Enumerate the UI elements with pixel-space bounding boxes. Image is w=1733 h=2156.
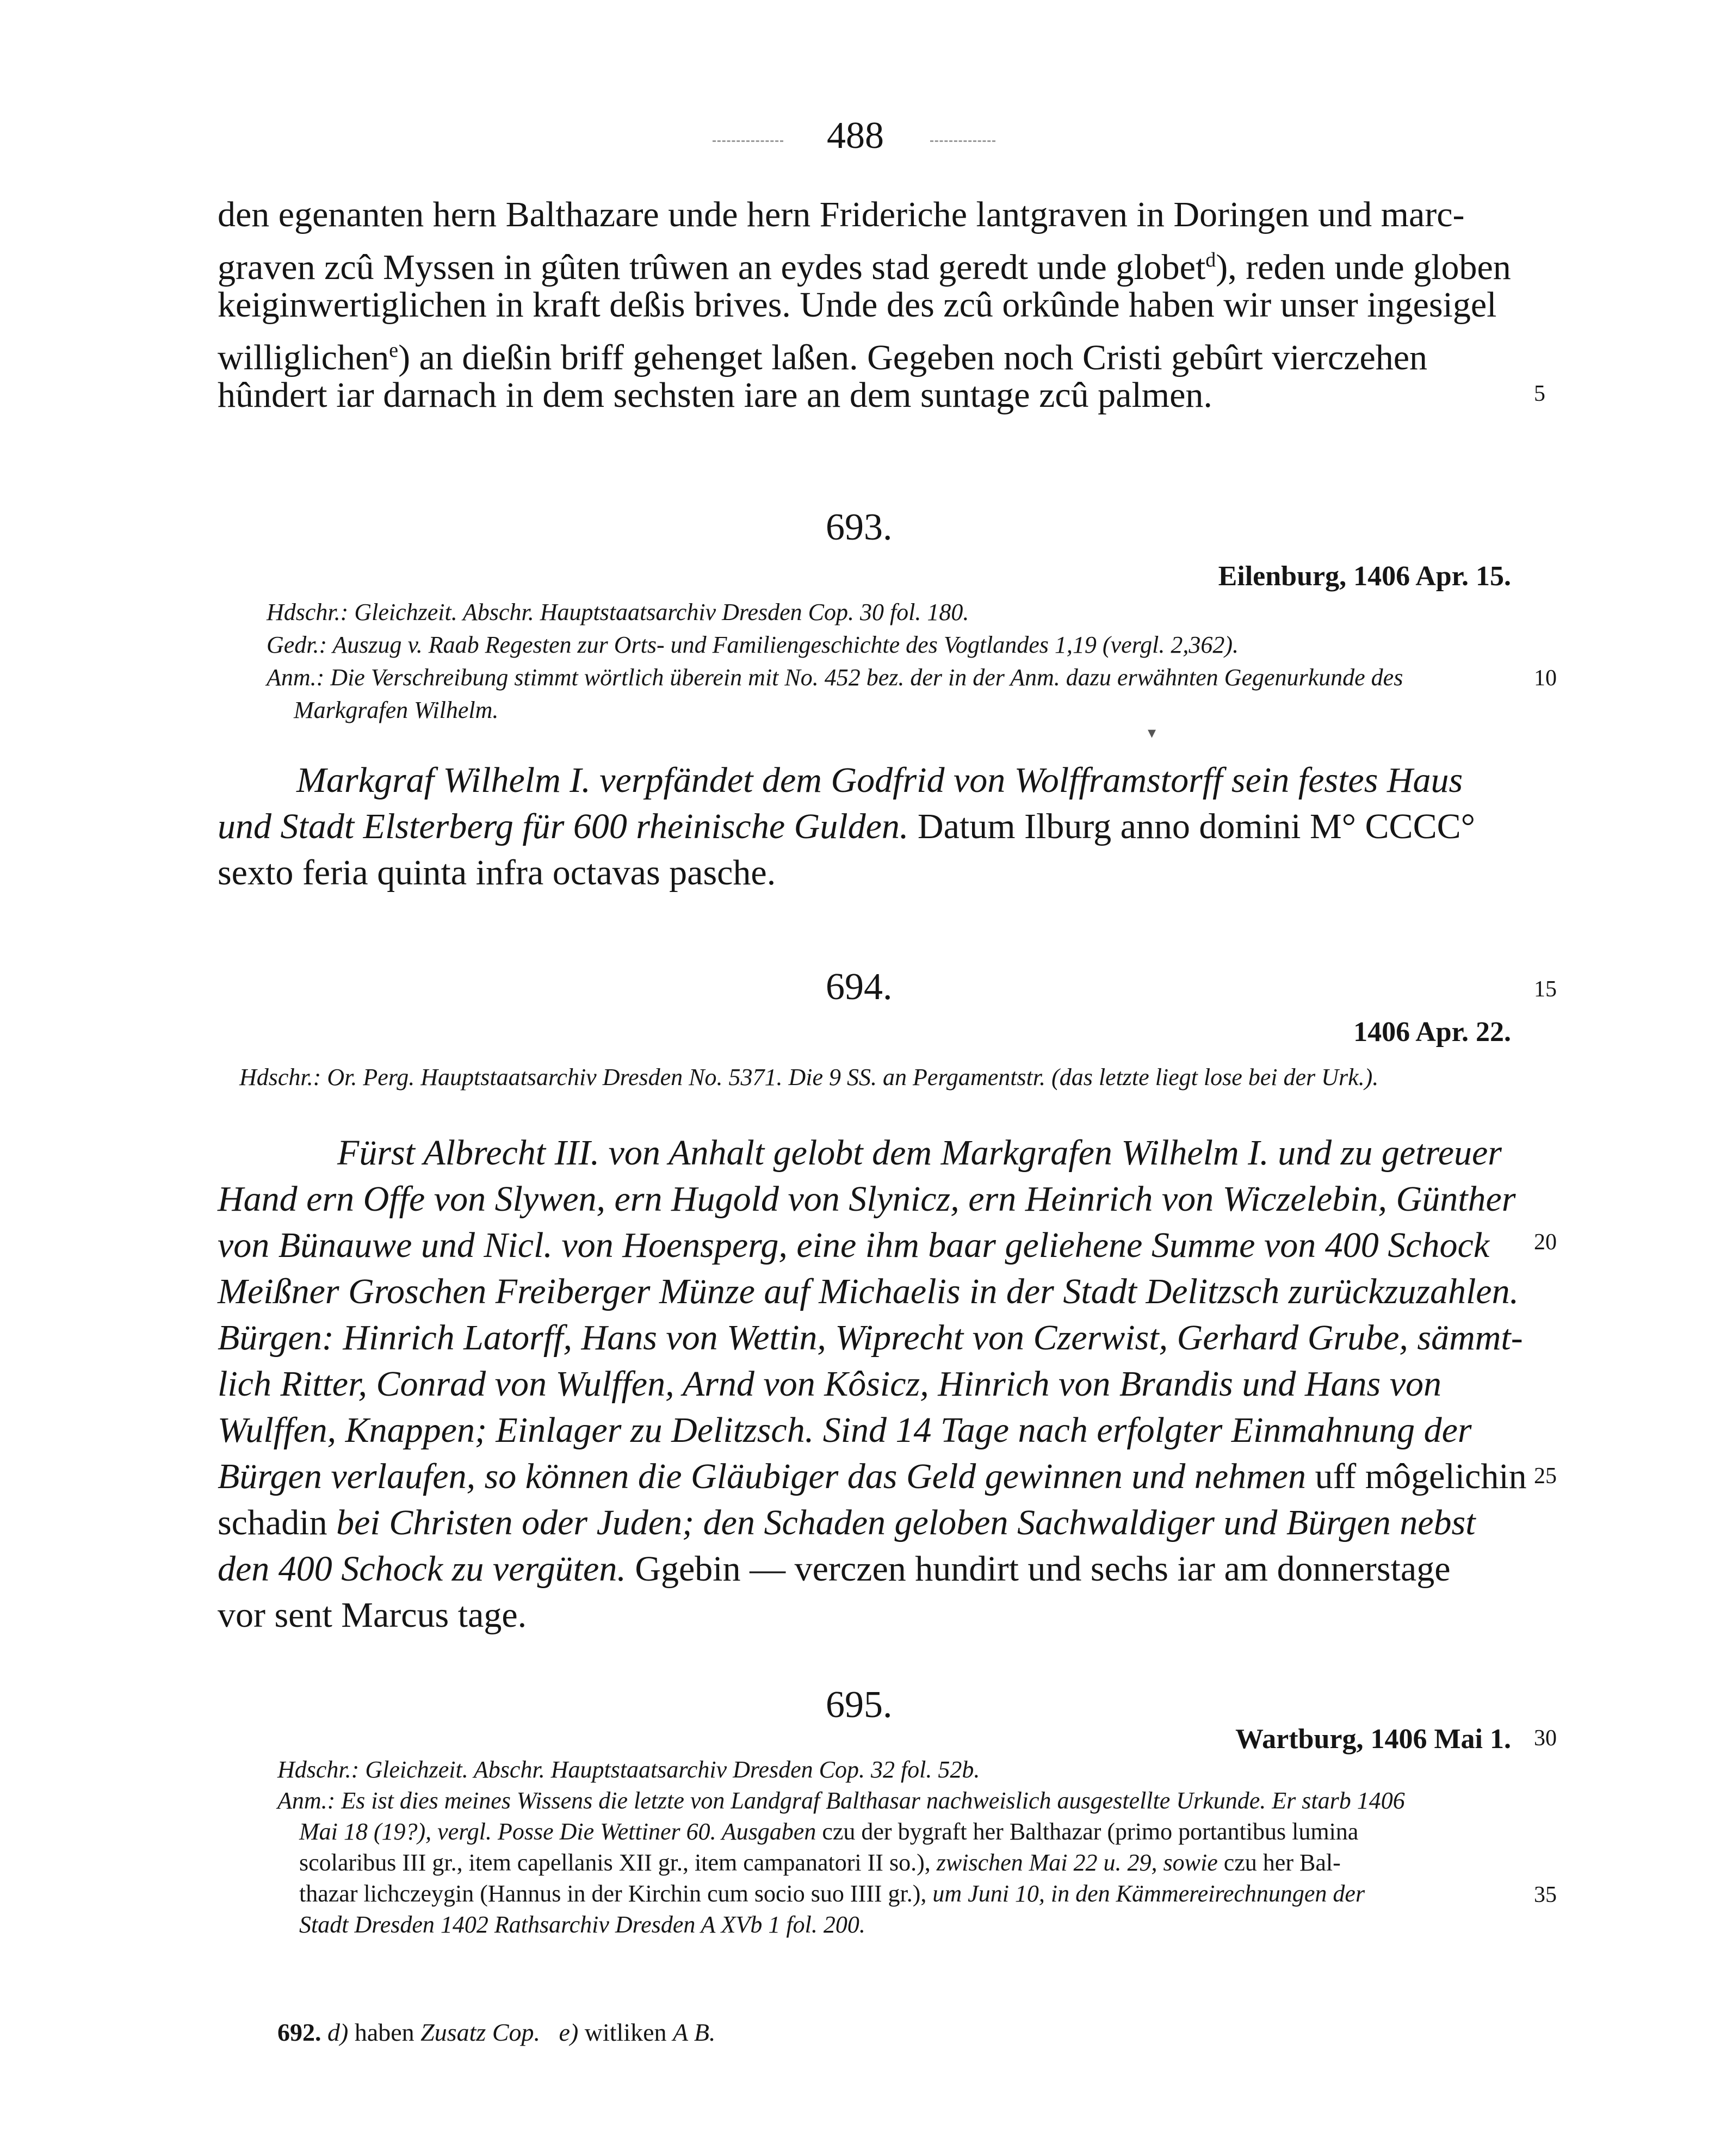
regest-line (218, 1455, 1527, 1498)
text-segment: A B. (673, 2018, 716, 2046)
line-number: 15 (1534, 977, 1557, 1002)
regest-line: Wulffen, Knappen; Einlager zu Delitzsch. Sind 14 Tage nach erfolgter Einmahnung der (218, 1410, 1472, 1450)
line-number: 20 (1534, 1230, 1557, 1255)
text-segment: schadin (218, 1503, 337, 1542)
regest-line: Bürgen: Hinrich Latorff, Hans von Wettin, Wiprecht von Czerwist, Gerhard Grube, sämmt- (218, 1318, 1523, 1358)
regest-line: vor sent Marcus tage. (218, 1595, 527, 1635)
text-segment: Mai 18 (19?), vergl. Posse Die Wettiner 60. Ausgaben (299, 1818, 816, 1845)
text-segment: graven zcû Myssen in gûten trûwen an eydes stad geredt unde globet (218, 247, 1206, 287)
apparatus-line: Stadt Dresden 1402 Rathsarchiv Dresden A XVb 1 fol. 200. (299, 1911, 865, 1938)
text-line (218, 329, 1427, 380)
text-line: keiginwertiglichen in kraft deßis brives. Unde des zcû orkûnde haben wir unser ingesigel (218, 285, 1497, 325)
footnote-label: d) (327, 2018, 355, 2046)
footnote-line (277, 2018, 715, 2047)
text-segment: bei Christen oder Juden; den Schaden geloben Sachwaldiger und Bürgen nebst (336, 1503, 1476, 1542)
text-segment: Datum Ilburg anno domini M° CCCC° (908, 807, 1476, 846)
document-dateline: Eilenburg, 1406 Apr. 15. (1218, 561, 1511, 592)
footnote-ref: 692. (277, 2018, 321, 2046)
text-segment: williglichen (218, 338, 389, 377)
text-segment: und Stadt Elsterberg für 600 rheinische Gulden. (218, 807, 909, 846)
header-rule-right (930, 140, 995, 142)
regest-line (218, 1501, 1476, 1545)
text-segment: um Juni 10, in den Kämmereirechnungen der (926, 1880, 1365, 1907)
regest-line (218, 805, 1475, 848)
line-number: 10 (1534, 666, 1557, 691)
text-segment: ), reden unde globen (1216, 247, 1511, 287)
document-number: 695. (826, 1684, 893, 1726)
line-number: 35 (1534, 1882, 1557, 1907)
apparatus-line: Hdschr.: Gleichzeit. Abschr. Hauptstaatsarchiv Dresden Cop. 32 fol. 52b. (277, 1756, 980, 1783)
text-segment: czu her Bal- (1217, 1849, 1341, 1876)
footnote-marker: e (389, 339, 399, 362)
text-line: den egenanten hern Balthazare unde hern Frideriche lantgraven in Doringen und marc- (218, 195, 1465, 234)
text-segment: den 400 Schock zu vergüten. (218, 1549, 626, 1589)
text-segment: Bürgen verlaufen, so können die Gläubiger das Geld gewinnen und nehmen (218, 1457, 1306, 1496)
apparatus-line (299, 1849, 1341, 1876)
page-number: 488 (827, 115, 884, 157)
text-segment: thazar lichczeygin (Hannus in der Kirchin cum socio suo IIII gr.), (299, 1880, 927, 1907)
regest-line (218, 1547, 1451, 1591)
apparatus-line: Anm.: Die Verschreibung stimmt wörtlich überein mit No. 452 bez. der in der Anm. dazu erwähnten Gegenurkunde des (267, 664, 1403, 691)
text-segment: uff môgelichin (1305, 1457, 1527, 1496)
regest-line: Markgraf Wilhelm I. verpfändet dem Godfrid von Wolfframstorff sein festes Haus (296, 760, 1463, 800)
regest-line: Hand ern Offe von Slywen, ern Hugold von Slynicz, ern Heinrich von Wiczelebin, Günther (218, 1179, 1516, 1219)
regest-line: sexto feria quinta infra octavas pasche. (218, 853, 776, 893)
regest-line: Meißner Groschen Freiberger Münze auf Michaelis in der Stadt Delitzsch zurückzuzahlen. (218, 1272, 1519, 1311)
apparatus-line (299, 1880, 1365, 1907)
footnote-label: e) (540, 2018, 585, 2046)
apparatus-line: Hdschr.: Or. Perg. Hauptstaatsarchiv Dresden No. 5371. Die 9 SS. an Pergamentstr. (das letzte liegt lose bei der Urk.). (239, 1064, 1379, 1091)
text-segment: scolaribus III gr., item capellanis XII gr., item campanatori II so.), (299, 1849, 931, 1876)
document-dateline: Wartburg, 1406 Mai 1. (1235, 1724, 1511, 1755)
stray-mark: ▾ (1148, 724, 1156, 742)
text-line: hûndert iar darnach in dem sechsten iare an dem suntage zcû palmen. (218, 375, 1212, 415)
text-segment: czu der bygraft her Balthazar (primo portantibus lumina (816, 1818, 1359, 1845)
text-segment: zwischen Mai 22 u. 29, sowie (930, 1849, 1218, 1876)
document-number: 693. (826, 506, 893, 548)
document-number: 694. (826, 966, 893, 1008)
line-number: 5 (1534, 381, 1545, 406)
line-number: 30 (1534, 1726, 1557, 1751)
regest-line: von Bünauwe und Nicl. von Hoensperg, eine ihm baar geliehene Summe von 400 Schock (218, 1225, 1490, 1265)
regest-line: lich Ritter, Conrad von Wulffen, Arnd von Kôsicz, Hinrich von Brandis und Hans von (218, 1364, 1441, 1404)
apparatus-line: Hdschr.: Gleichzeit. Abschr. Hauptstaatsarchiv Dresden Cop. 30 fol. 180. (267, 599, 969, 625)
text-segment: ) an dießin briff gehenget laßen. Gegeben noch Cristi gebûrt vierczehen (398, 338, 1428, 377)
apparatus-line: Anm.: Es ist dies meines Wissens die letzte von Landgraf Balthasar nachweislich ausgestellte Urkunde. Er starb 1406 (277, 1787, 1405, 1814)
footnote-marker: d (1205, 249, 1216, 271)
text-line (218, 238, 1511, 289)
text-segment: Zusatz Cop. (420, 2018, 541, 2046)
document-dateline: 1406 Apr. 22. (1353, 1017, 1511, 1048)
line-number: 25 (1534, 1464, 1557, 1489)
apparatus-line (299, 1818, 1358, 1845)
text-segment: witliken (584, 2018, 673, 2046)
apparatus-line: Markgrafen Wilhelm. (294, 697, 499, 723)
apparatus-line: Gedr.: Auszug v. Raab Regesten zur Orts- und Familiengeschichte des Vogtlandes 1,19 (vergl. 2,362). (267, 631, 1239, 658)
regest-line: Fürst Albrecht III. von Anhalt gelobt dem Markgrafen Wilhelm I. und zu getreuer (337, 1133, 1502, 1173)
header-rule-left (713, 140, 783, 142)
text-segment: Ggebin — verczen hundirt und sechs iar am donnerstage (626, 1549, 1451, 1589)
text-segment: haben (354, 2018, 421, 2046)
